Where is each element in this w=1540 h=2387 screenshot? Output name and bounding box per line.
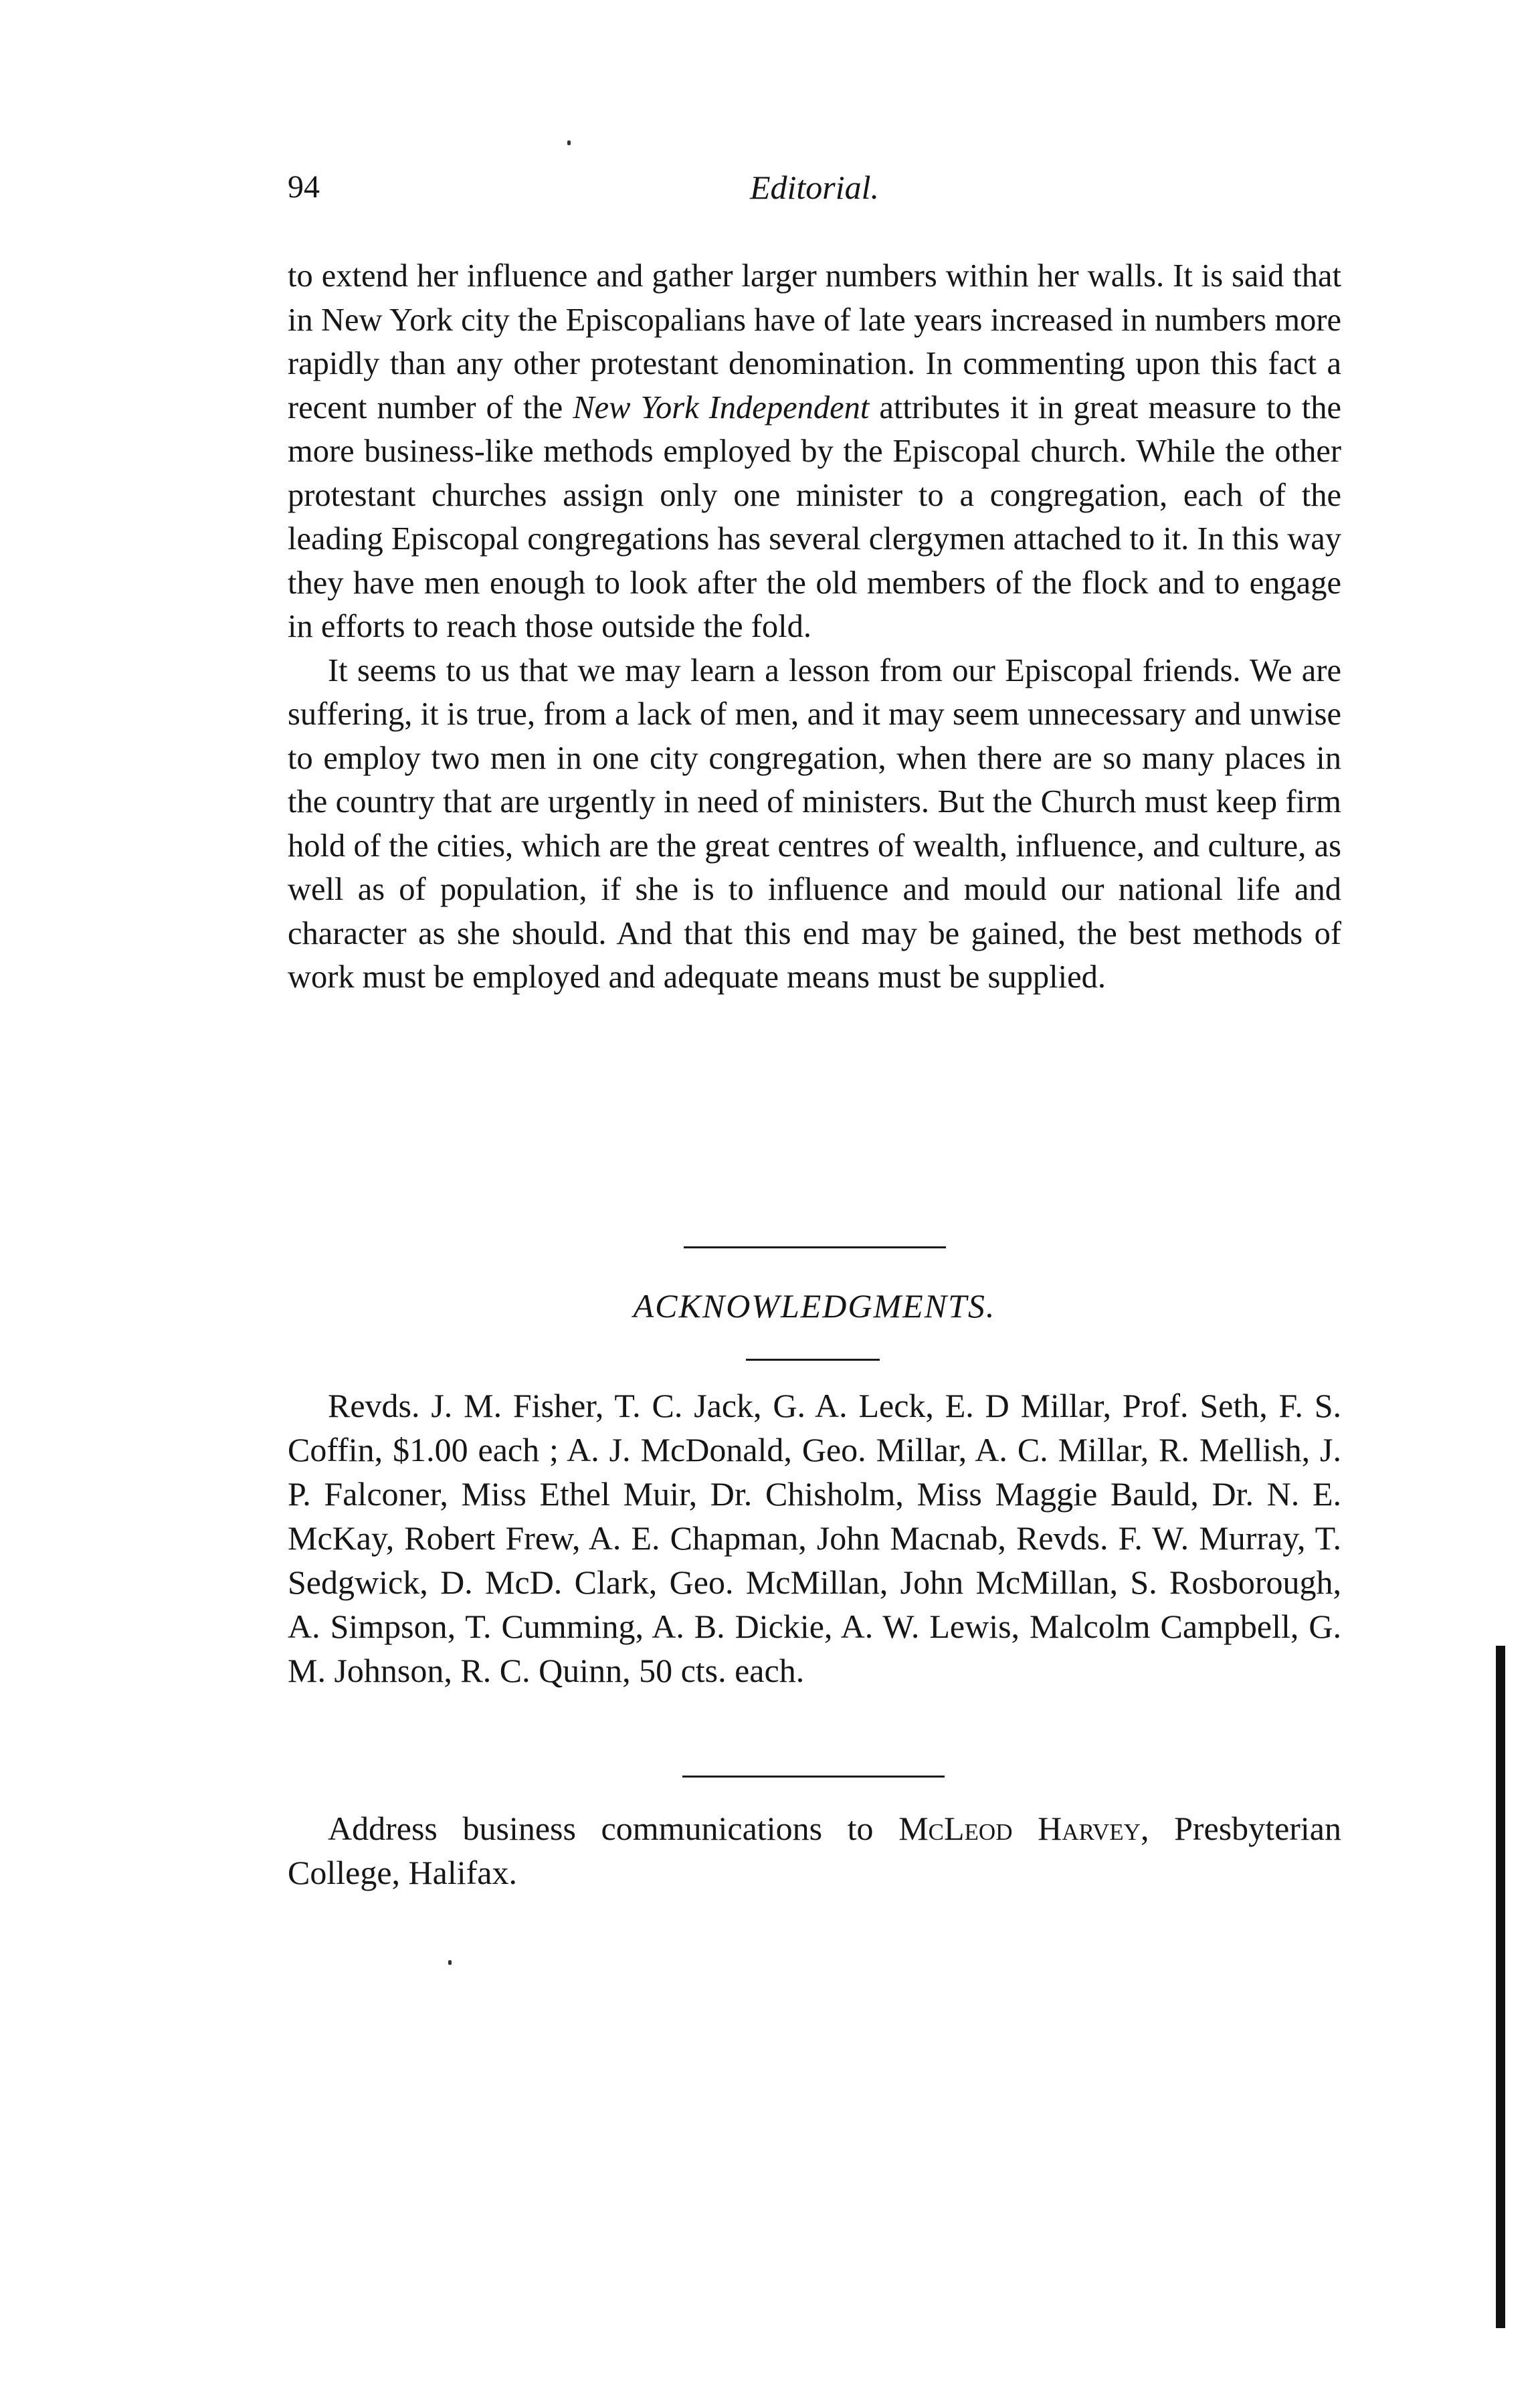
section-divider (684, 1246, 946, 1248)
section-divider-2 (682, 1776, 945, 1778)
scan-margin-bar (1496, 1646, 1505, 2328)
address-suffix: , Presbyterian College, Halifax. (288, 1810, 1341, 1891)
paragraph-1-text-b: attributes it in great measure to the more business-like methods employed by the Episcopal church. While the other protestant churches assign only one minister to a congregation, each of the leading Episcopal congregations has several clergymen attached to it. In this way they have men enough to look after the old members of the flock and to engage in efforts to reach those outside the fold. (288, 389, 1342, 644)
print-speck (567, 140, 571, 145)
editorial-body (288, 254, 1341, 999)
publication-title: New York Independent (573, 389, 870, 425)
running-head: Editorial. (749, 169, 880, 206)
paragraph-1 (288, 254, 1341, 649)
heading-underline (746, 1359, 880, 1361)
paragraph-2: It seems to us that we may learn a lesson from our Episcopal friends. We are suffering, it is true, from a lack of men, and it may seem unnecessary and unwise to employ two men in one city congregation, when there are so many places in the country that are urgently in need of ministers. But the Church must keep firm hold of the cities, which are the great centres of wealth, influence, and culture, as well as of population, if she is to influence and mould our national life and character as she should. And that this end may be gained, the best methods of work must be employed and adequate means must be supplied. (288, 652, 1341, 995)
page-number: 94 (288, 169, 320, 205)
acknowledgments-heading: ACKNOWLEDGMENTS. (633, 1287, 996, 1325)
page-header (288, 167, 1341, 221)
acknowledgments-list: Revds. J. M. Fisher, T. C. Jack, G. A. Leck, E. D Millar, Prof. Seth, F. S. Coffin, $1.00 each ; A. J. McDonald, Geo. Millar, A. C. Millar, R. Mellish, J. P. Falconer, Miss Ethel Muir, Dr. Chisholm, Miss Maggie Bauld, Dr. N. E. McKay, Robert Frew, A. E. Chapman, John Macnab, Revds. F. W. Murray, T. Sedgwick, D. McD. Clark, Geo. McMillan, John McMillan, S. Rosborough, A. Simpson, T. Cumming, A. B. Dickie, A. W. Lewis, Malcolm Campbell, G. M. Johnson, R. C. Quinn, 50 cts. each. (288, 1387, 1341, 1689)
print-speck-2 (448, 1960, 452, 1965)
business-address (288, 1806, 1341, 1895)
address-prefix: Address business communications to (328, 1810, 899, 1847)
address-name: McLeod Harvey (898, 1810, 1141, 1847)
paragraph-1-text-a: to extend her influence and gather larger numbers within her walls. It is said that in New York city the Episcopalians have of late years increased in numbers more rapidly than any other protestant denomination. In commenting upon this fact a recent number of the (288, 258, 1341, 425)
